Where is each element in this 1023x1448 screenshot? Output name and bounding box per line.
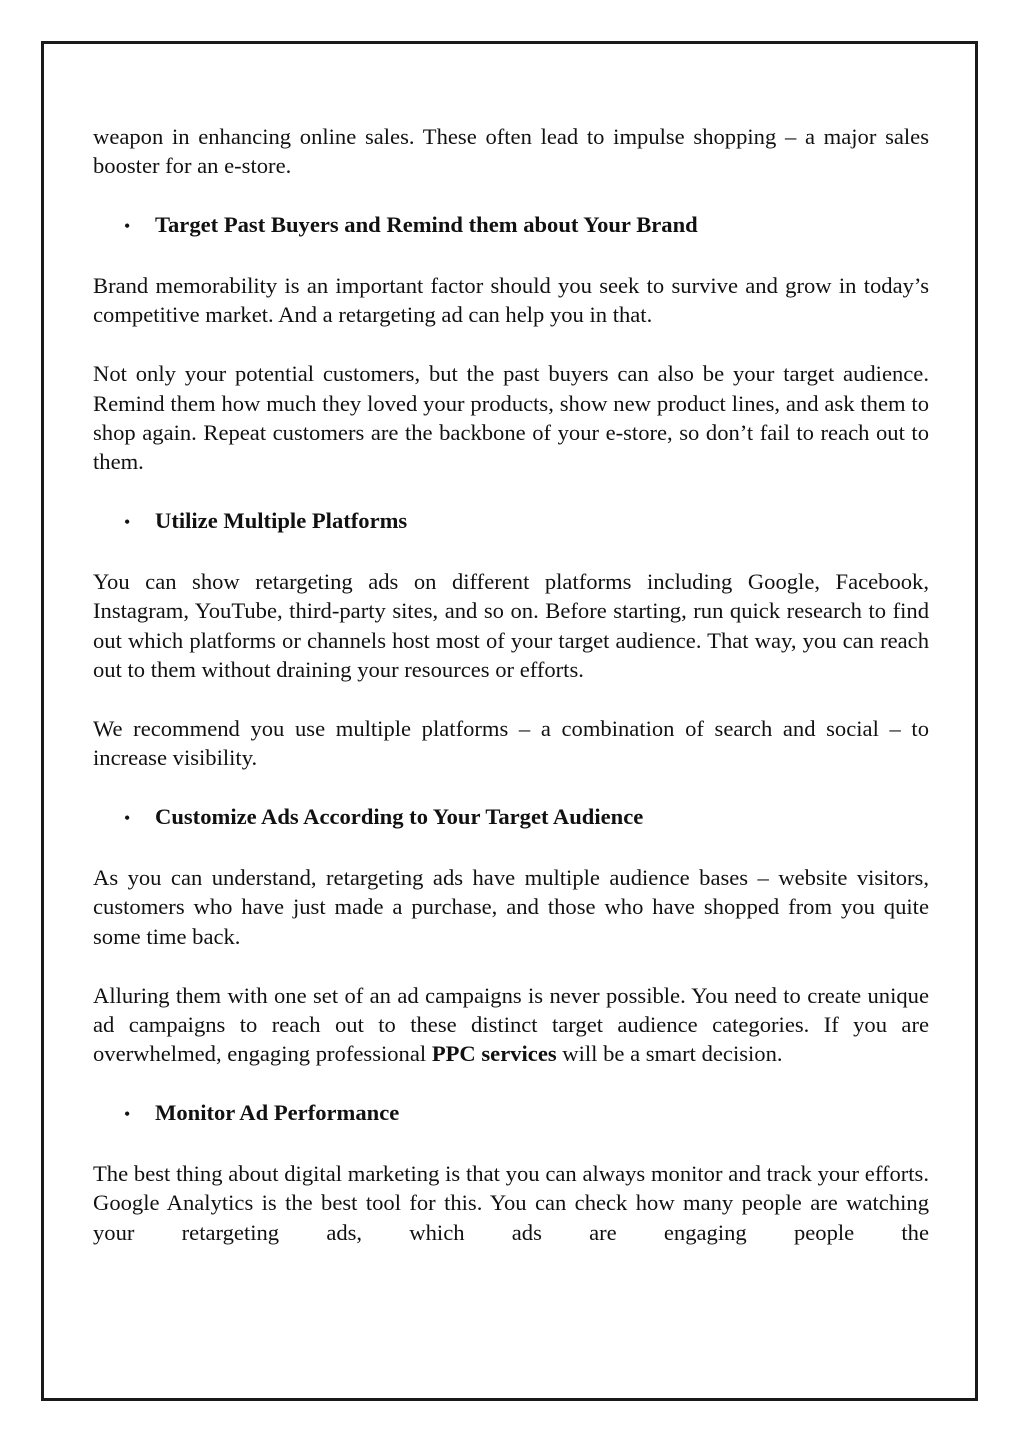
bullet-icon: • — [124, 1104, 131, 1125]
section-heading — [93, 1098, 929, 1129]
section-heading — [93, 506, 929, 537]
bullet-icon: • — [124, 216, 131, 237]
section-heading — [93, 802, 929, 833]
heading-text: Monitor Ad Performance — [155, 1100, 400, 1126]
paragraph — [93, 981, 929, 1069]
bullet-icon: • — [124, 808, 131, 829]
paragraph: The best thing about digital marketing is that you can always monitor and track your efforts. Google Analytics is the best tool for this. You can check how many people are watching your retargeting ads, which ads are engaging people the — [93, 1161, 929, 1245]
paragraph-text: Alluring them with one set of an ad campaigns is never possible. You need to create unique ad campaigns to reach out to these distinct target audience categories. If you are overwhelmed, engaging professional — [93, 982, 929, 1067]
paragraph-text: will be a smart decision. — [556, 1041, 783, 1067]
ppc-services-link[interactable]: PPC services — [431, 1041, 557, 1067]
heading-text: Target Past Buyers and Remind them about Your Brand — [155, 212, 698, 238]
paragraph: As you can understand, retargeting ads have multiple audience bases – website visitors, customers who have just made a purchase, and those who have shopped from you quite some time back. — [93, 865, 929, 949]
section-heading — [93, 210, 929, 241]
paragraph: You can show retargeting ads on different platforms including Google, Facebook, Instagram, YouTube, third-party sites, and so on. Before starting, run quick research to find out which platforms or channels host most of your target audience. That way, you can reach out to them without draining your resources or efforts. — [93, 569, 929, 683]
paragraph: We recommend you use multiple platforms – a combination of search and social – to increase visibility. — [93, 716, 929, 771]
paragraph: weapon in enhancing online sales. These often lead to impulse shopping – a major sales booster for an e-store. — [93, 124, 929, 179]
heading-text: Utilize Multiple Platforms — [155, 508, 408, 534]
paragraph: Not only your potential customers, but the past buyers can also be your target audience. Remind them how much they loved your products, show new product lines, and ask them to shop again. Repeat customers are the backbone of your e-store, so don’t fail to reach out to them. — [93, 361, 929, 475]
document-body — [93, 122, 929, 1277]
bullet-icon: • — [124, 512, 131, 533]
paragraph: Brand memorability is an important factor should you seek to survive and grow in today’s competitive market. And a retargeting ad can help you in that. — [93, 273, 929, 328]
heading-text: Customize Ads According to Your Target Audience — [155, 804, 644, 830]
